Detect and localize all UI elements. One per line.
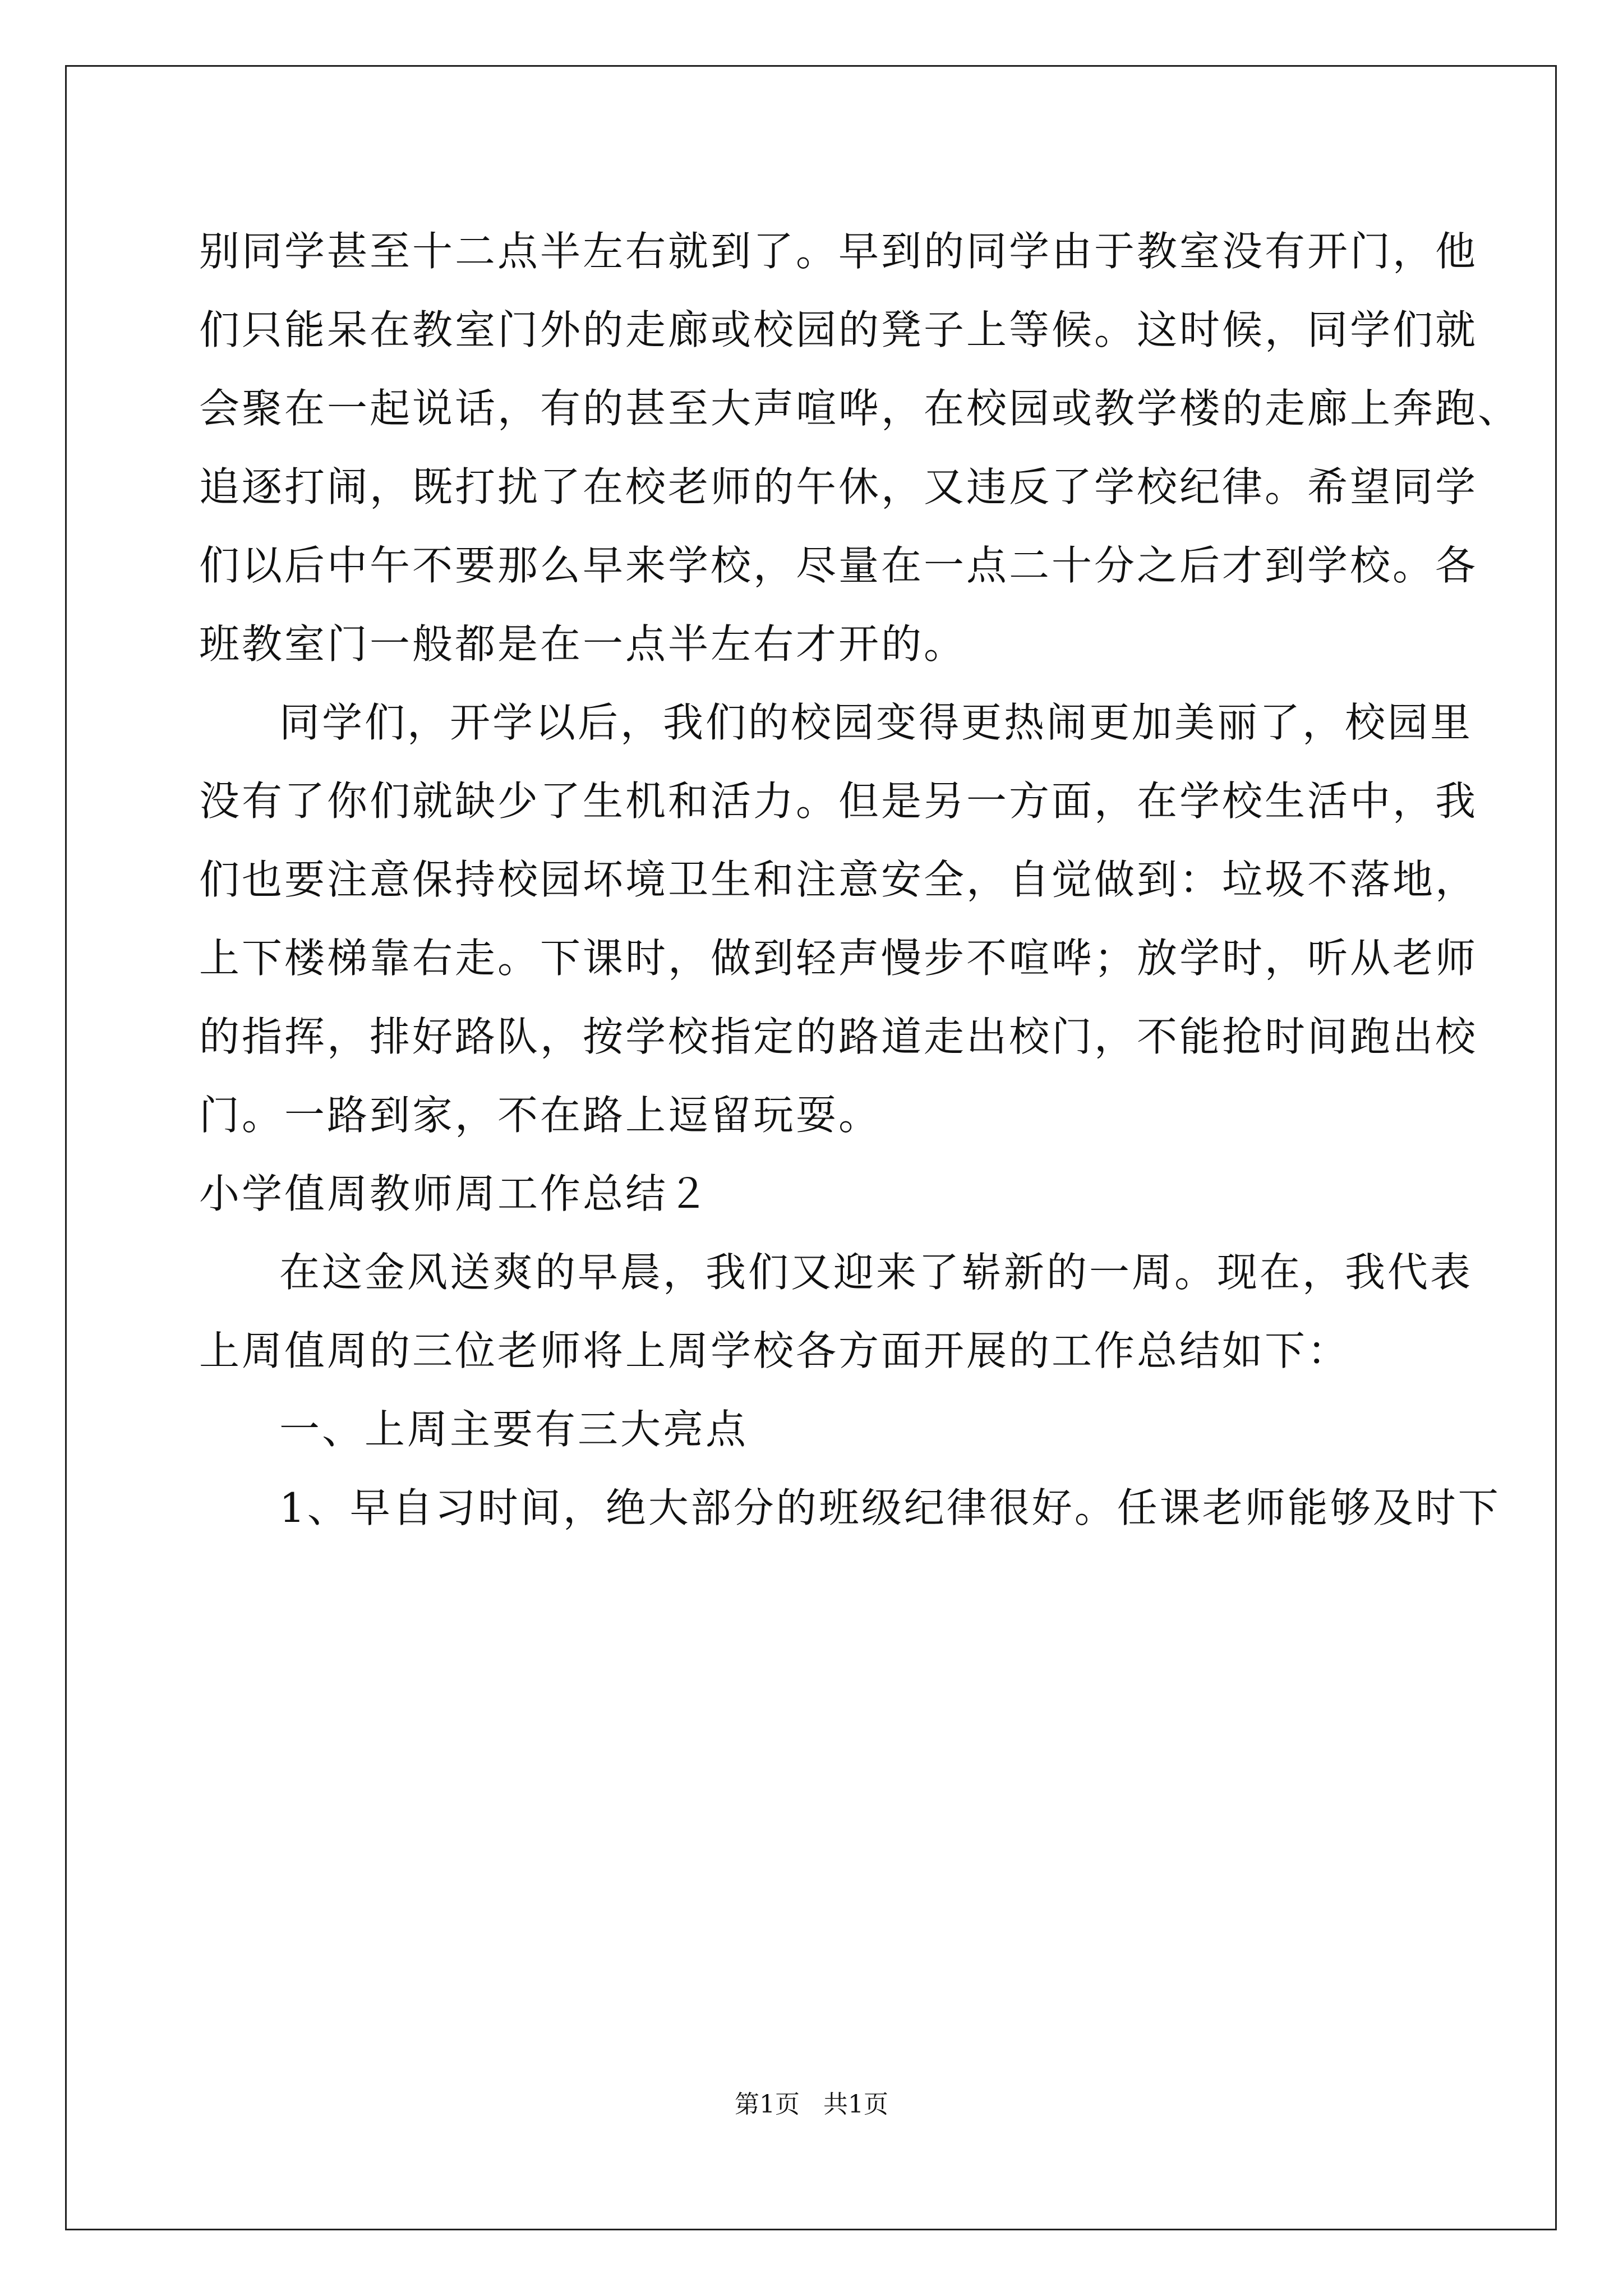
body-line: 追逐打闹，既打扰了在校老师的午休，又违反了学校纪律。希望同学 bbox=[199, 463, 1478, 510]
body-line: 的指挥，排好路队，按学校指定的路道走出校门，不能抢时间跑出校 bbox=[199, 1013, 1478, 1060]
body-line: 班教室门一般都是在一点半左右才开的。 bbox=[199, 620, 967, 668]
body-line: 门。一路到家，不在路上逗留玩耍。 bbox=[199, 1092, 882, 1139]
body-line: 会聚在一起说话，有的甚至大声喧哗，在校园或教学楼的走廊上奔跑、 bbox=[199, 385, 1521, 432]
body-line: 们以后中午不要那么早来学校，尽量在一点二十分之后才到学校。各 bbox=[199, 542, 1478, 589]
section-heading: 小学值周教师周工作总结２ bbox=[199, 1170, 711, 1217]
body-line: 们也要注意保持校园坏境卫生和注意安全，自觉做到：垃圾不落地， bbox=[199, 856, 1478, 903]
body-line: 别同学甚至十二点半左右就到了。早到的同学由于教室没有开门，他 bbox=[199, 228, 1478, 275]
list-item-line: 1、早自习时间，绝大部分的班级纪律很好。任课老师能够及时下 bbox=[279, 1484, 1501, 1531]
body-line: 们只能呆在教室门外的走廊或校园的凳子上等候。这时候，同学们就 bbox=[199, 306, 1478, 353]
paragraph-start-line: 在这金风送爽的早晨，我们又迎来了崭新的一周。现在，我代表 bbox=[279, 1249, 1473, 1296]
subheading: 一、上周主要有三大亮点 bbox=[279, 1406, 749, 1453]
paragraph-start-line: 同学们，开学以后，我们的校园变得更热闹更加美丽了，校园里 bbox=[279, 699, 1473, 746]
page-number-footer: 第1页 共1页 bbox=[735, 2090, 888, 2119]
body-line: 上周值周的三位老师将上周学校各方面开展的工作总结如下： bbox=[199, 1327, 1350, 1374]
body-line: 上下楼梯靠右走。下课时，做到轻声慢步不喧哗；放学时，听从老师 bbox=[199, 935, 1478, 982]
body-line: 没有了你们就缺少了生机和活力。但是另一方面，在学校生活中，我 bbox=[199, 777, 1478, 825]
